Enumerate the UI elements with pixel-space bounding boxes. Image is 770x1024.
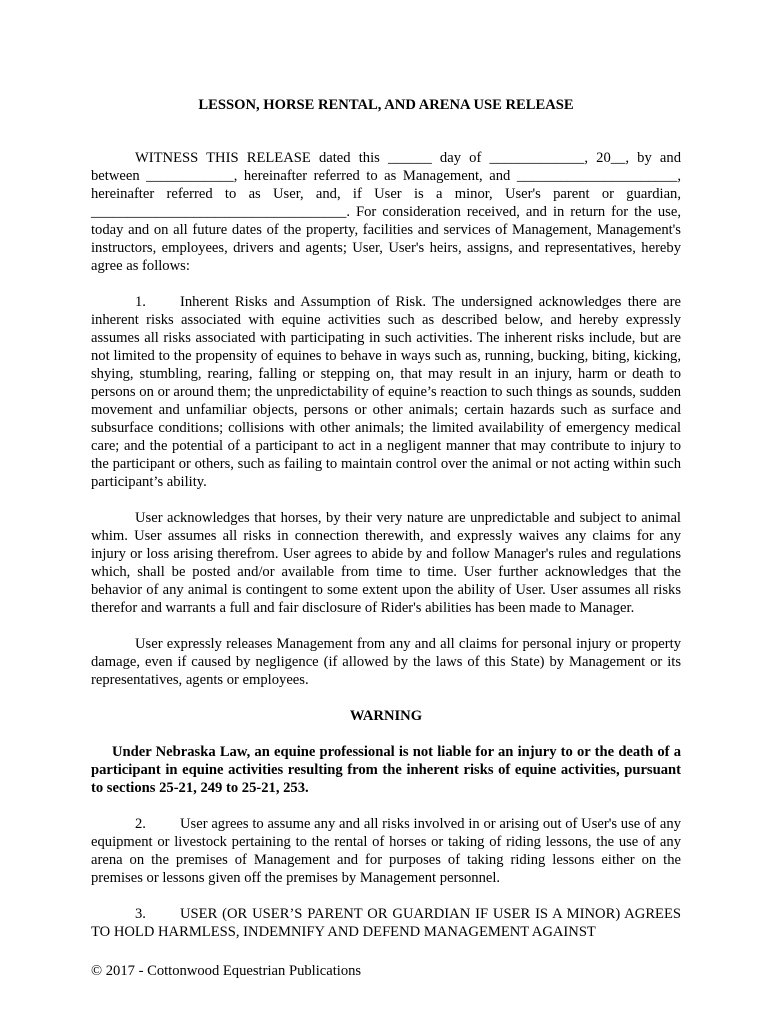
copyright-footer: © 2017 - Cottonwood Equestrian Publications <box>91 963 362 979</box>
warning-paragraph: Under Nebraska Law, an equine professional is not liable for an injury to or the death of a participant in equine activities resulting from the inherent risks of equine activities, pursuant to sections 25-21, 249 to 25-21, 253. <box>91 744 681 796</box>
document-body <box>91 96 681 941</box>
section-1-text: Inherent Risks and Assumption of Risk. The undersigned acknowledges there are inherent risks associated with equine activities such as described below, and hereby expressly assumes all risks associated with participating in such activities. The inherent risks include, but are not limited to the propensity of equines to behave in ways such as, running, bucking, biting, kicking, shying, stumbling, rearing, falling or stepping on, that may result in an injury, harm or death to persons on or around them; the unpredictability of equine’s reaction to such things as sounds, sudden movement and unfamiliar objects, persons or other animals; certain hazards such as surface and subsurface conditions; collisions with other animals; the limited availability of emergency medical care; and the potential of a participant to act in a negligent manner that may contribute to injury to the participant or others, such as failing to maintain control over the animal or not acting within such participant’s ability. <box>91 294 681 490</box>
section-3-text: USER (OR USER’S PARENT OR GUARDIAN IF USER IS A MINOR) AGREES TO HOLD HARMLESS, INDEMNIFY AND DEFEND MANAGEMENT AGAINST <box>91 906 681 940</box>
user-acknowledges-paragraph: User acknowledges that horses, by their very nature are unpredictable and subject to animal whim. User assumes all risks in connection therewith, and expressly waives any claims for any injury or loss arising therefrom. User agrees to abide by and follow Manager's rules and regulations which, shall be posted and/or available from time to time. User further acknowledges that the behavior of any animal is contingent to some extent upon the ability of User. User assumes all risks therefor and warrants a full and fair disclosure of Rider's abilities has been made to Manager. <box>91 510 681 616</box>
warning-heading: WARNING <box>349 708 423 724</box>
section-3-paragraph <box>91 905 681 941</box>
section-1-number: 1. <box>135 294 146 310</box>
witness-paragraph: WITNESS THIS RELEASE dated this ______ day of _____________, 20__, by and between ____________, hereinafter referred to as Management, and ______________________, hereinafter referred to as User, and, if User is a minor, User's parent or guardian, ___________________________________. For consideration received, and in return for the use, today and on all future dates of the property, facilities and services of Management, Management's instructors, employees, drivers and agents; User, User's heirs, assigns, and representatives, hereby agree as follows: <box>91 150 681 274</box>
section-2-paragraph <box>91 815 681 887</box>
section-1-paragraph <box>91 293 681 491</box>
document-title: LESSON, HORSE RENTAL, AND ARENA USE RELEASE <box>198 97 574 113</box>
section-2-number: 2. <box>135 816 146 832</box>
section-2-text: User agrees to assume any and all risks involved in or arising out of User's use of any equipment or livestock pertaining to the rental of horses or taking of riding lessons, the use of any arena on the premises of Management and for purposes of taking riding lessons either on the premises or lessons given off the premises by Management personnel. <box>91 816 681 886</box>
section-3-number: 3. <box>135 906 146 922</box>
user-releases-paragraph: User expressly releases Management from any and all claims for personal injury or property damage, even if caused by negligence (if allowed by the laws of this State) by Management or its representatives, agents or employees. <box>91 636 681 688</box>
